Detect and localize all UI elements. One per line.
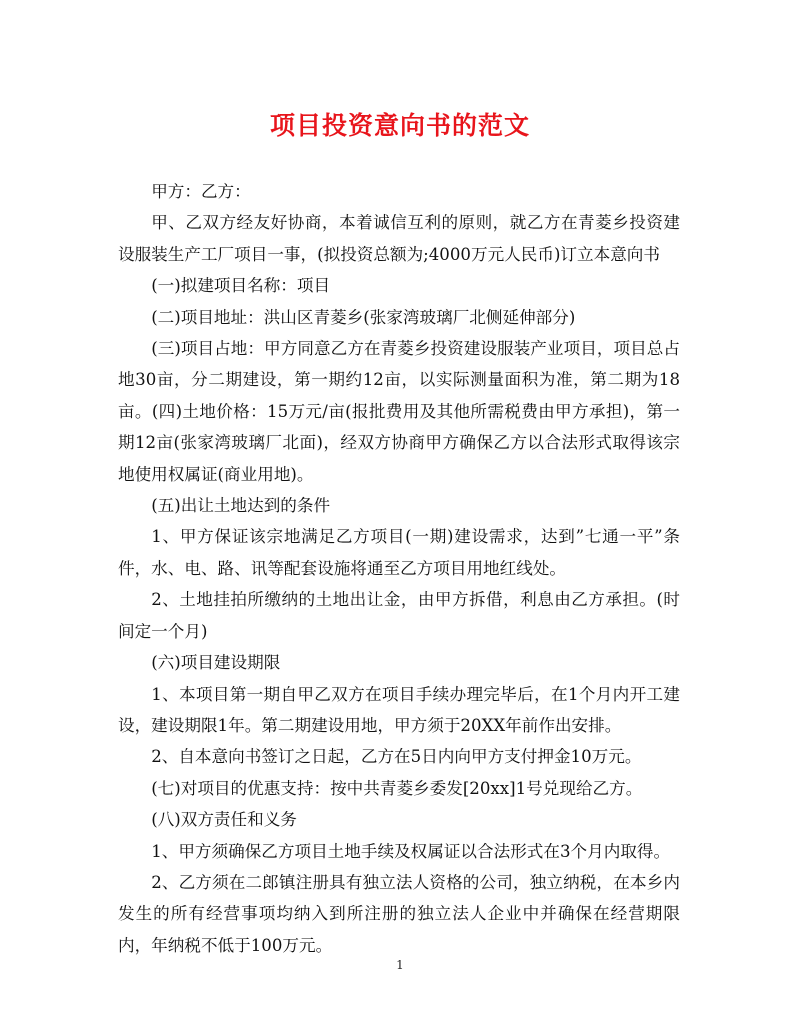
paragraph-condition-2: 2、土地挂拍所缴纳的土地出让金，由甲方拆借，利息由乙方承担。(时间定一个月) xyxy=(118,590,680,641)
paragraph-responsibility-2: 2、乙方须在二郎镇注册具有独立法人资格的公司，独立纳税，在本乡内发生的所有经营事项均纳入到所注册的独立法人企业中并确保在经营期限内，年纳税不低于100万元。 xyxy=(118,872,680,955)
paragraph-responsibility-1: 1、甲方须确保乙方项目土地手续及权属证以合法形式在3个月内取得。 xyxy=(151,841,671,861)
section-heading-land-conditions: (五)出让土地达到的条件 xyxy=(151,496,331,516)
section-heading-construction-period: (六)项目建设期限 xyxy=(151,653,281,673)
document-title: 项目投资意向书的范文 xyxy=(269,111,530,140)
paragraph-project-address: (二)项目地址：洪山区青菱乡(张家湾玻璃厂北侧延伸部分) xyxy=(151,307,576,327)
paragraph-land-area: (三)项目占地：甲方同意乙方在青菱乡投资建设服装产业项目，项目总占地30亩，分二期建设，第一期约12亩，以实际测量面积为准，第二期为18亩。(四)土地价格：15万元/亩(报批费用及其他所需税费由甲方承担)，第一期12亩(张家湾玻璃厂北面)，经双方协商甲方确保乙方以合法形式取得该宗地使用权属证(商业用地)。 xyxy=(118,339,680,484)
document-body xyxy=(118,176,680,961)
paragraph-condition-1: 1、甲方保证该宗地满足乙方项目(一期)建设需求，达到”七通一平”条件，水、电、路、讯等配套设施将通至乙方项目用地红线处。 xyxy=(118,527,680,578)
paragraph-incentives: (七)对项目的优惠支持：按中共青菱乡委发[20xx]1号兑现给乙方。 xyxy=(151,778,643,798)
page-number: 1 xyxy=(396,958,404,972)
paragraph-project-name: (一)拟建项目名称：项目 xyxy=(151,276,331,296)
section-heading-responsibilities: (八)双方责任和义务 xyxy=(151,810,297,830)
paragraph-preamble: 甲、乙双方经友好协商，本着诚信互利的原则，就乙方在青菱乡投资建设服装生产工厂项目一事，(拟投资总额为;4000万元人民币)订立本意向书 xyxy=(118,213,680,264)
paragraph-period-1: 1、本项目第一期自甲乙双方在项目手续办理完毕后，在1个月内开工建设，建设期限1年。第二期建设用地，甲方须于20XX年前作出安排。 xyxy=(118,684,680,735)
paragraph-parties: 甲方：乙方： xyxy=(151,182,251,201)
paragraph-period-2: 2、自本意向书签订之日起，乙方在5日内向甲方支付押金10万元。 xyxy=(151,747,642,767)
